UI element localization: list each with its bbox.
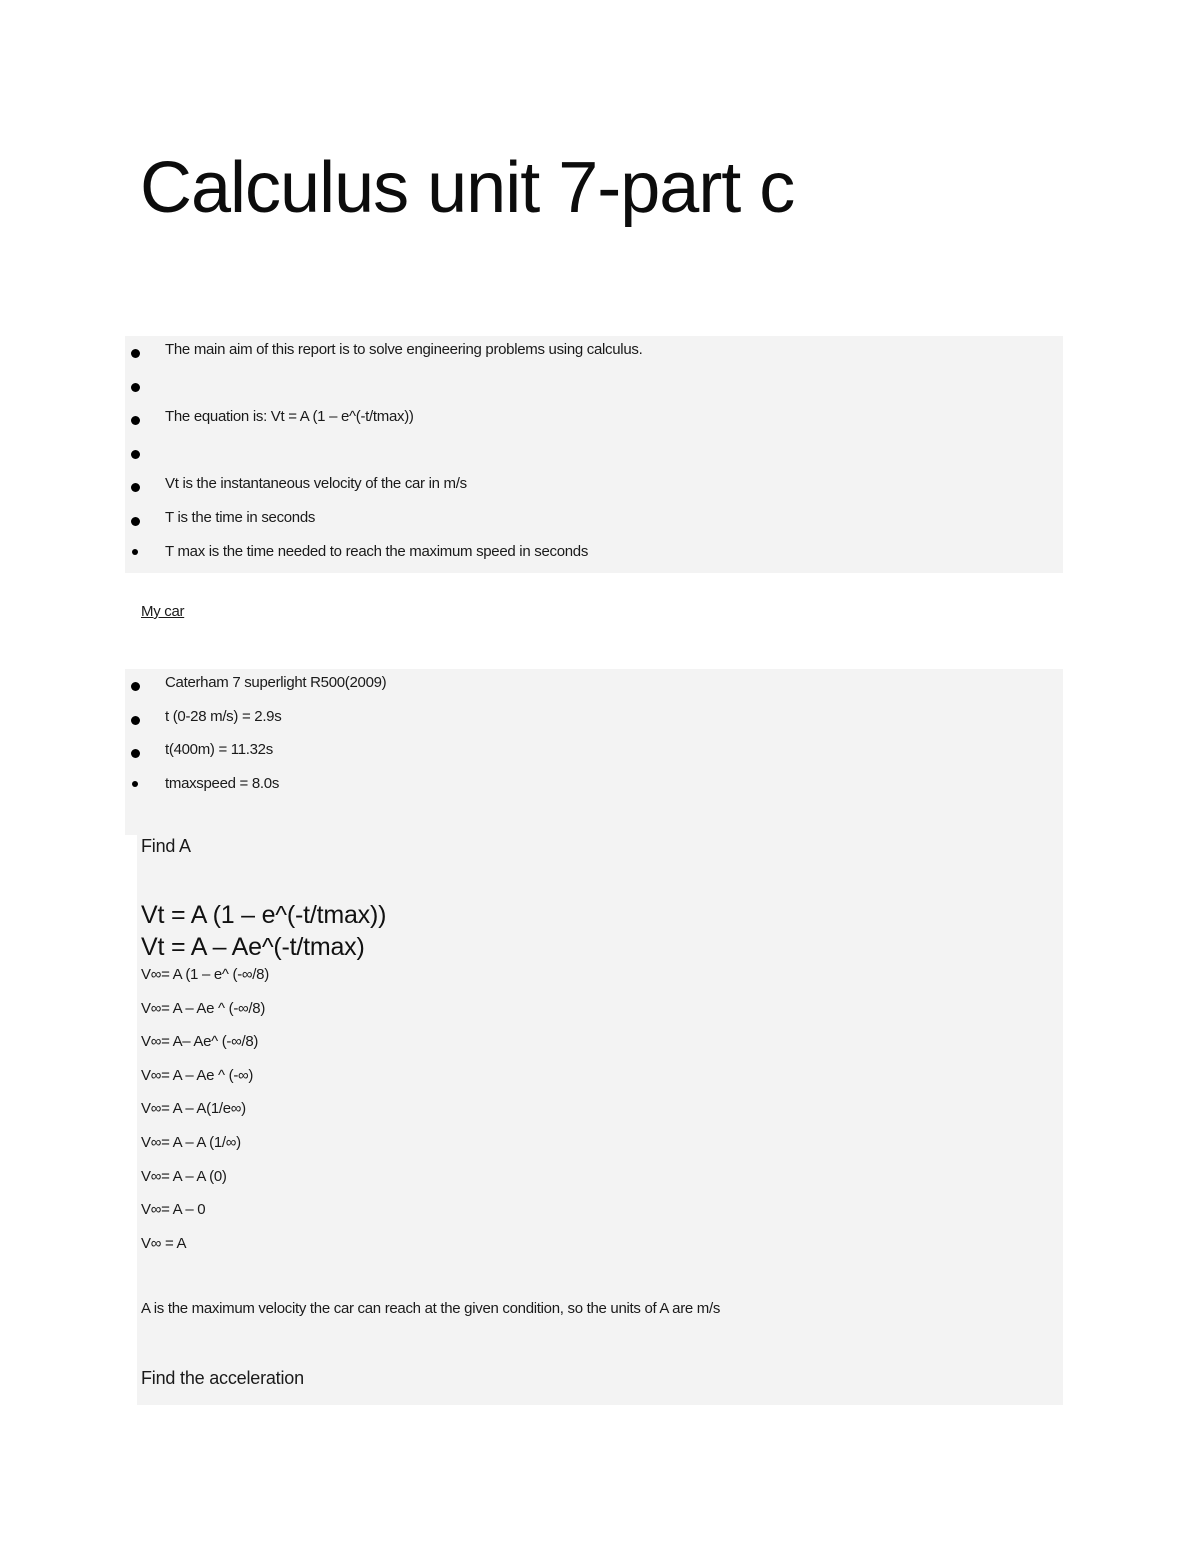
list-item xyxy=(125,407,642,441)
derivation-step: V∞= A – A (0) xyxy=(141,1167,227,1185)
list-item xyxy=(125,474,642,508)
find-acceleration-heading: Find the acceleration xyxy=(141,1368,304,1388)
list-item-text: tmaxspeed = 8.0s xyxy=(165,774,280,792)
derivation-step: V∞= A– Ae^ (-∞/8) xyxy=(141,1033,259,1051)
derivation-step: V∞= A – Ae ^ (-∞/8) xyxy=(141,999,266,1017)
list-item xyxy=(125,673,386,707)
conclusion-text: A is the maximum velocity the car can reach at the given condition, so the units of A are m/s xyxy=(141,1300,721,1317)
list-item xyxy=(125,508,642,542)
list-item xyxy=(125,441,642,475)
bullet-icon xyxy=(131,416,140,425)
velocity-equation-expanded: Vt = A – Ae^(-t/tmax) xyxy=(141,933,365,961)
derivation-step: V∞= A – Ae ^ (-∞) xyxy=(141,1066,254,1084)
list-item xyxy=(125,740,386,774)
list-item xyxy=(125,340,642,374)
list-item xyxy=(125,774,386,808)
bullet-icon xyxy=(131,682,140,691)
list-item-text: The main aim of this report is to solve engineering problems using calculus. xyxy=(165,341,643,358)
bullet-icon xyxy=(131,716,140,725)
list-item-text: t(400m) = 11.32s xyxy=(165,741,273,759)
bullet-icon xyxy=(131,349,140,358)
list-item-text: t (0-28 m/s) = 2.9s xyxy=(165,707,282,725)
bullet-icon xyxy=(131,450,140,459)
bullet-icon xyxy=(131,517,140,526)
derivation-step: V∞= A (1 – e^ (-∞/8) xyxy=(141,966,269,983)
velocity-equation: Vt = A (1 – e^(-t/tmax)) xyxy=(141,901,387,929)
list-item xyxy=(125,374,642,408)
my-car-heading: My car xyxy=(141,603,185,620)
bullet-icon xyxy=(131,749,140,758)
derivation-steps xyxy=(141,965,269,1267)
car-bullet-list xyxy=(125,673,386,807)
list-item-text: The equation is: Vt = A (1 – e^(-t/tmax)) xyxy=(165,408,414,426)
list-item-text: T max is the time needed to reach the maximum speed in seconds xyxy=(165,542,589,560)
derivation-step: V∞ = A xyxy=(141,1234,187,1252)
list-item-text: Vt is the instantaneous velocity of the car in m/s xyxy=(165,475,467,493)
derivation-step: V∞= A – A (1/∞) xyxy=(141,1133,241,1151)
list-item-text: Caterham 7 superlight R500(2009) xyxy=(165,674,387,691)
list-item xyxy=(125,542,642,576)
find-a-heading: Find A xyxy=(141,836,191,856)
bullet-icon xyxy=(132,549,138,555)
bullet-icon xyxy=(132,781,138,787)
list-item-text: T is the time in seconds xyxy=(165,508,316,526)
bullet-icon xyxy=(131,383,140,392)
bullet-icon xyxy=(131,483,140,492)
list-item xyxy=(125,707,386,741)
page-title: Calculus unit 7-part c xyxy=(140,148,795,228)
derivation-step: V∞= A – 0 xyxy=(141,1201,206,1219)
intro-bullet-list xyxy=(125,340,642,575)
derivation-step: V∞= A – A(1/e∞) xyxy=(141,1100,246,1118)
